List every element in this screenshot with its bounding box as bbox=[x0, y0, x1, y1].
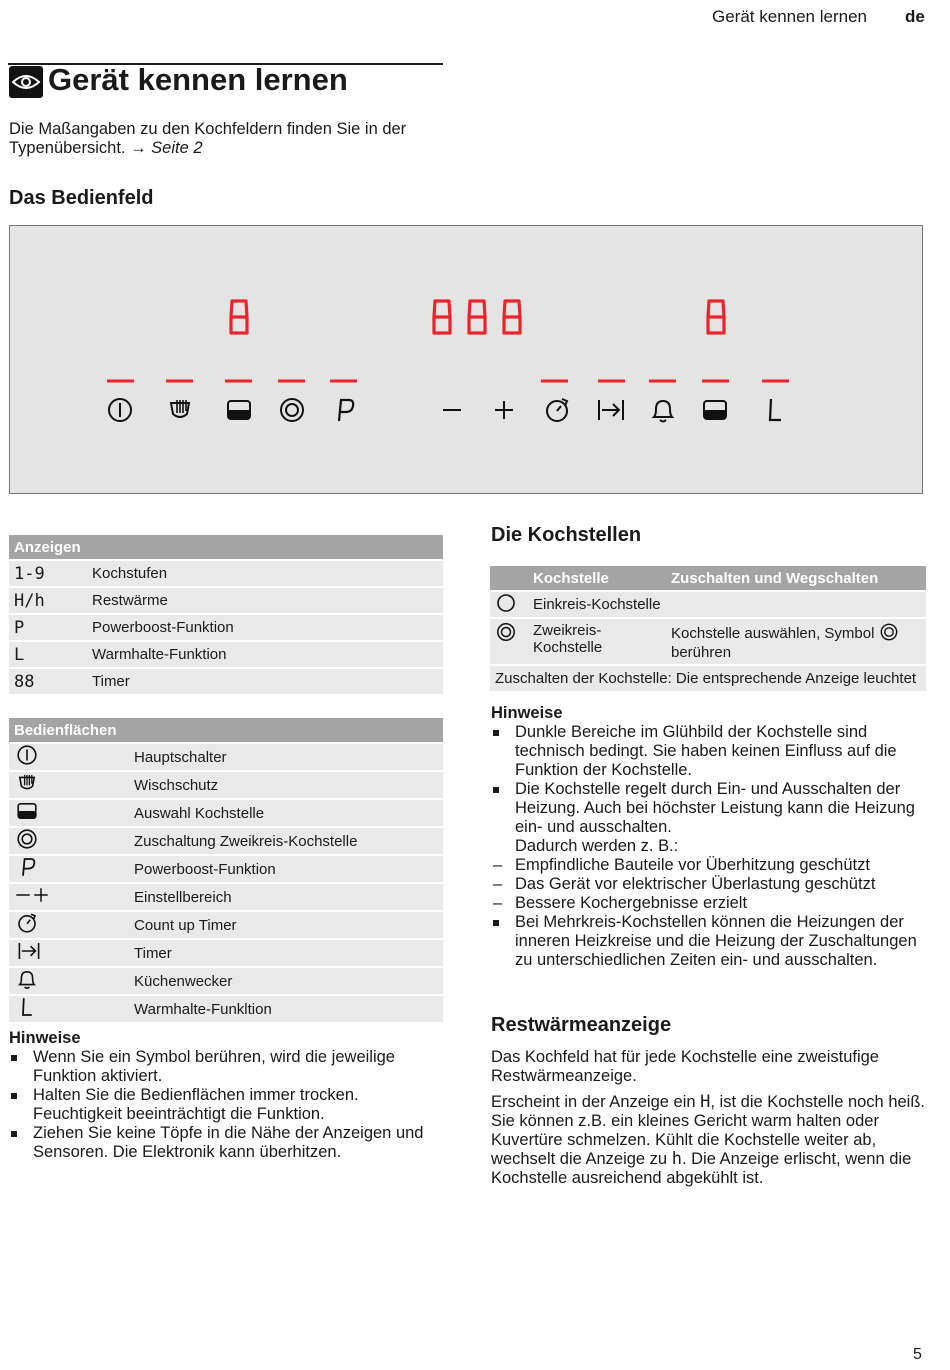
kochstellen-footer: Zuschalten der Kochstelle: Die entsprechende Anzeige leuchtet bbox=[490, 666, 926, 691]
zone-name: Zweikreis-Kochstelle bbox=[528, 619, 666, 664]
table-row bbox=[9, 996, 443, 1022]
intro-text bbox=[9, 120, 449, 158]
powerboost-icon bbox=[14, 856, 40, 878]
table-row bbox=[9, 800, 443, 826]
wipe-protection-icon bbox=[14, 772, 40, 794]
sub-list-item: – Bessere Kochergebnisse erzielt bbox=[491, 894, 931, 913]
sub-list bbox=[491, 856, 931, 913]
display-label: Timer bbox=[87, 669, 443, 694]
hinweise-list-right bbox=[491, 723, 931, 970]
list-item-text: Die Kochstelle regelt durch Ein- und Ausschalten der Heizung. Auch bei höchster Leistung kann die Heizung ein- und ausschalten. bbox=[515, 780, 915, 836]
zone-name: Einkreis-Kochstelle bbox=[528, 592, 666, 617]
count-up-timer-icon[interactable] bbox=[547, 399, 567, 421]
plus-icon[interactable] bbox=[495, 401, 513, 419]
zone-select-icon[interactable] bbox=[228, 401, 250, 419]
dual-circuit-icon bbox=[879, 623, 899, 641]
table-row bbox=[9, 561, 443, 586]
control-label: Auswahl Kochstelle bbox=[129, 800, 443, 826]
page-title: Gerät kennen lernen bbox=[48, 62, 348, 97]
display-label: Restwärme bbox=[87, 588, 443, 613]
zone-action-text: Kochstelle auswählen, Symbol bbox=[671, 625, 875, 642]
page-number: 5 bbox=[913, 1346, 922, 1363]
dual-circuit-icon[interactable] bbox=[281, 399, 303, 421]
list-item: Ziehen Sie keine Töpfe in die Nähe der Anzeigen und Sensoren. Die Elektronik kann überhitzen. bbox=[9, 1124, 441, 1162]
table-row bbox=[9, 615, 443, 640]
keep-warm-icon[interactable] bbox=[770, 399, 781, 420]
control-label: Wischschutz bbox=[129, 772, 443, 798]
display-symbol: 88 bbox=[9, 669, 87, 694]
residual-heat-high-symbol: H bbox=[700, 1092, 711, 1112]
restwaerme-text-b: , ist die Kochstelle noch heiß. Sie können z.B. ein kleines Gericht warm halten oder Kuvertüre schmelzen. Kühlt die Kochstelle weiter ab, wechselt die Anzeige zu bbox=[491, 1093, 926, 1168]
wipe-protection-icon[interactable] bbox=[171, 400, 189, 417]
list-item: Bei Mehrkreis-Kochstellen können die Heizungen der inneren Heizkreise und die Heizung der Zuschaltungen zu unterschiedlichen Zeiten ein- und ausschalten. bbox=[491, 913, 931, 970]
control-label: Einstellbereich bbox=[129, 884, 443, 910]
bedienfeld-heading: Das Bedienfeld bbox=[9, 187, 154, 209]
restwaerme-heading: Restwärmeanzeige bbox=[491, 1014, 672, 1036]
control-panel-illustration bbox=[9, 225, 923, 494]
display-symbol: L bbox=[9, 642, 87, 667]
table-row bbox=[9, 642, 443, 667]
kitchen-alarm-icon bbox=[14, 968, 40, 990]
timer-icon[interactable] bbox=[599, 400, 623, 420]
table-row bbox=[490, 619, 926, 664]
page-reference[interactable]: Seite 2 bbox=[151, 139, 203, 157]
kitchen-alarm-icon[interactable] bbox=[654, 401, 672, 422]
table-row bbox=[9, 772, 443, 798]
zone-action bbox=[666, 619, 926, 664]
dual-circuit-icon bbox=[495, 622, 517, 642]
control-label: Küchenwecker bbox=[129, 968, 443, 994]
arrow-icon: → bbox=[130, 139, 147, 157]
timer-icon bbox=[14, 940, 44, 962]
display-label: Powerboost-Funktion bbox=[87, 615, 443, 640]
restwaerme-paragraph-2 bbox=[491, 1093, 926, 1188]
display-symbol: 1-9 bbox=[9, 561, 87, 586]
sub-list-item: – Empfindliche Bauteile vor Überhitzung geschützt bbox=[491, 856, 931, 875]
dual-circuit-icon bbox=[14, 828, 40, 850]
col-kochstelle: Kochstelle bbox=[528, 566, 666, 590]
zone-select-icon[interactable] bbox=[704, 401, 726, 419]
table-row bbox=[490, 666, 926, 691]
table-row bbox=[9, 856, 443, 882]
zone-action-text-2: berühren bbox=[671, 644, 732, 661]
table-row bbox=[490, 592, 926, 617]
display-left bbox=[231, 301, 247, 333]
anzeigen-table bbox=[9, 533, 443, 696]
control-label: Timer bbox=[129, 940, 443, 966]
restwaerme-text-c: . Die Anzeige erlischt, wenn die Kochstelle ausreichend abgekühlt ist. bbox=[491, 1150, 912, 1187]
list-item: Wenn Sie ein Symbol berühren, wird die jeweilige Funktion aktiviert. bbox=[9, 1048, 441, 1086]
keep-warm-icon bbox=[14, 996, 40, 1018]
display-right bbox=[708, 301, 724, 333]
restwaerme-paragraph-1: Das Kochfeld hat für jede Kochstelle eine zweistufige Restwärmeanzeige. bbox=[491, 1048, 879, 1085]
table-row bbox=[9, 940, 443, 966]
display-symbol: P bbox=[9, 615, 87, 640]
control-label: Count up Timer bbox=[129, 912, 443, 938]
table-row bbox=[9, 968, 443, 994]
control-label: Zuschaltung Zweikreis-Kochstelle bbox=[129, 828, 443, 854]
kochstellen-table bbox=[490, 564, 926, 693]
sub-list-item: – Das Gerät vor elektrischer Überlastung geschützt bbox=[491, 875, 931, 894]
display-symbol: H/h bbox=[9, 588, 87, 613]
table-header-blank bbox=[490, 566, 528, 590]
running-header-title: Gerät kennen lernen bbox=[712, 7, 867, 26]
table-row bbox=[9, 912, 443, 938]
powerboost-icon[interactable] bbox=[339, 400, 353, 421]
table-row bbox=[9, 669, 443, 694]
list-item bbox=[491, 780, 931, 913]
control-label: Warmhalte-Funkltion bbox=[129, 996, 443, 1022]
single-circuit-icon bbox=[495, 593, 517, 613]
anzeigen-header: Anzeigen bbox=[9, 535, 443, 559]
hinweise-heading-left: Hinweise bbox=[9, 1029, 81, 1047]
bedienflaechen-table bbox=[9, 716, 443, 1024]
table-row bbox=[9, 828, 443, 854]
bedienflaechen-header: Bedienflächen bbox=[9, 718, 443, 742]
table-row bbox=[9, 588, 443, 613]
hinweise-list-left bbox=[9, 1048, 441, 1162]
col-zuschalten: Zuschalten und Wegschalten bbox=[666, 566, 926, 590]
minus-plus-icon bbox=[14, 884, 50, 906]
kochstellen-heading: Die Kochstellen bbox=[491, 524, 642, 546]
residual-heat-low-symbol: h bbox=[671, 1149, 682, 1169]
control-label: Powerboost-Funktion bbox=[129, 856, 443, 882]
table-row bbox=[9, 744, 443, 770]
intro-sentence: Die Maßangaben zu den Kochfeldern finden Sie in der Typenübersicht. bbox=[9, 120, 407, 157]
count-up-timer-icon bbox=[14, 912, 40, 934]
restwaerme-text-a: Erscheint in der Anzeige ein bbox=[491, 1093, 696, 1111]
list-item: Halten Sie die Bedienflächen immer trocken. Feuchtigkeit beeinträchtigt die Funktion. bbox=[9, 1086, 441, 1124]
eye-icon bbox=[9, 66, 43, 98]
main-switch-icon bbox=[14, 744, 40, 766]
hinweise-heading-right: Hinweise bbox=[491, 704, 563, 722]
zone-action bbox=[666, 592, 926, 617]
list-item: Dunkle Bereiche im Glühbild der Kochstelle sind technisch bedingt. Sie haben keinen Einfluss auf die Funktion der Kochstelle. bbox=[491, 723, 931, 780]
table-row bbox=[9, 884, 443, 910]
display-timer bbox=[434, 301, 520, 333]
main-switch-icon[interactable] bbox=[109, 399, 131, 421]
running-header-language: de bbox=[905, 7, 925, 26]
zone-select-icon bbox=[14, 800, 40, 822]
display-label: Warmhalte-Funktion bbox=[87, 642, 443, 667]
display-label: Kochstufen bbox=[87, 561, 443, 586]
control-label: Hauptschalter bbox=[129, 744, 443, 770]
list-item-text-2: Dadurch werden z. B.: bbox=[515, 837, 679, 855]
